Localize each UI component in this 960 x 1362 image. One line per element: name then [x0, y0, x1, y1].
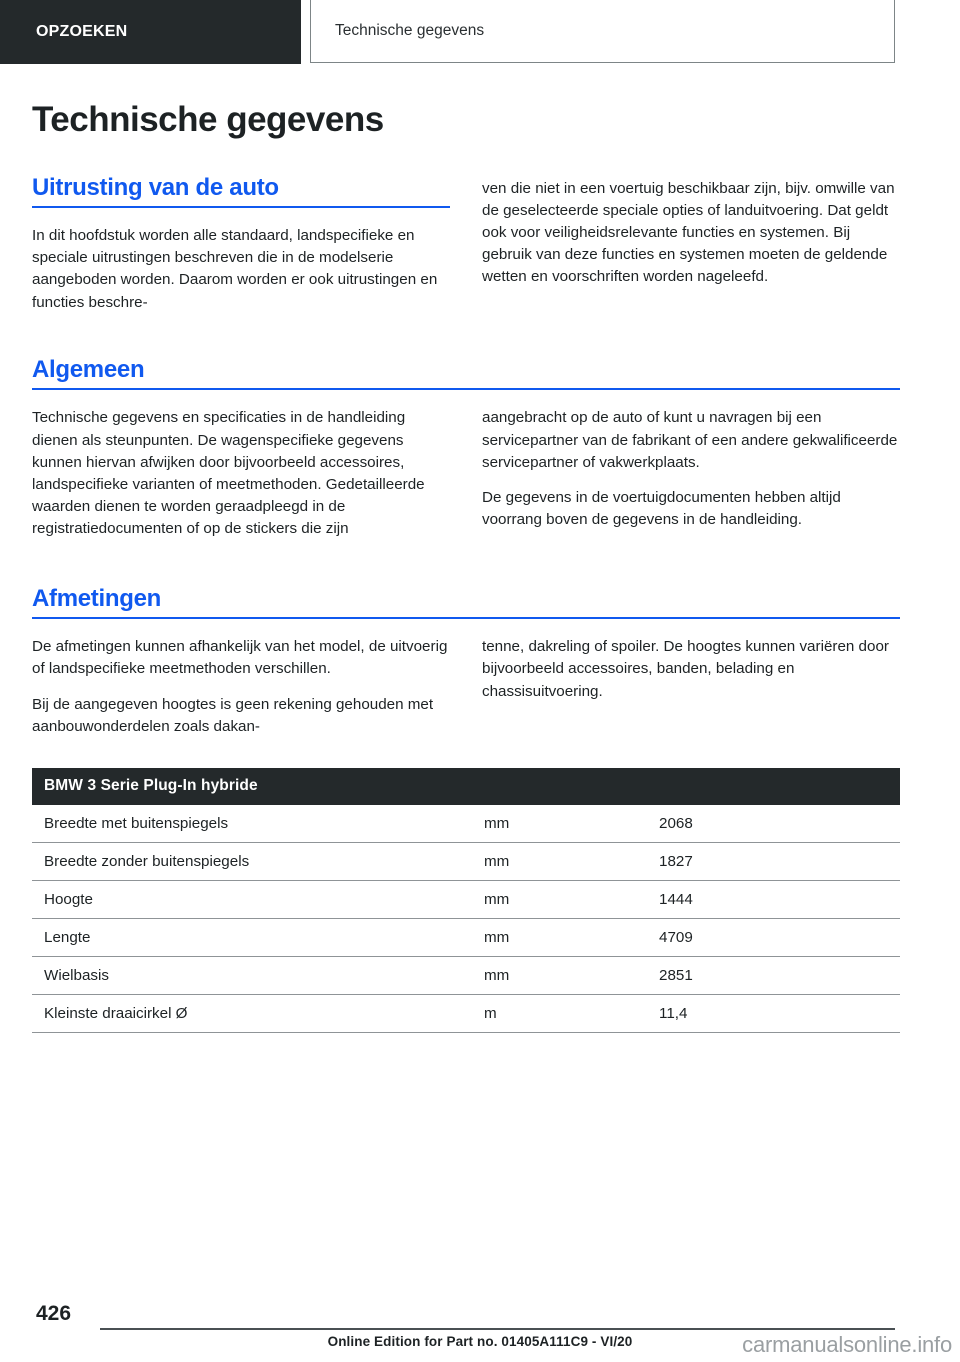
specification-table-head: [32, 768, 900, 805]
table-cell-value: 4709: [659, 918, 900, 956]
table-row: [32, 842, 900, 880]
paragraph: De afmetingen kunnen afhankelijk van het model, de uitvoerig of landspecifieke meetmethoden verschillen.: [32, 638, 448, 678]
table-cell-value: 1827: [659, 842, 900, 880]
footer-divider: [100, 1328, 895, 1330]
paragraph: Bij de aangegeven hoogtes is geen rekening gehouden met aanbouwonderdelen zoals dakan-: [32, 695, 434, 735]
nav-tab-opzoeken[interactable]: [0, 0, 301, 64]
section-algemeen-right-column: [482, 407, 900, 540]
page-footer: [0, 1290, 960, 1362]
table-cell-unit: mm: [484, 842, 659, 880]
table-cell-label: Lengte: [32, 918, 484, 956]
watermark-label: carmanualsonline.info: [742, 1332, 952, 1357]
table-cell-label: Kleinste draaicirkel Ø: [32, 994, 484, 1032]
specification-table-body: [32, 805, 900, 1033]
table-cell-value: 1444: [659, 880, 900, 918]
paragraph: Technische gegevens en specificaties in de handleiding dienen als steunpunten. De wagenspecifieke gegevens kunnen hiervan afwijken door bijvoorbeeld accessoires, landspecifieke varianten of meetmethoden. Gedetailleerde waarden dienen te worden geraadpleegd in de registratiedocumenten of op de stickers die zijn: [32, 409, 425, 538]
table-cell-value: 11,4: [659, 994, 900, 1032]
section-uitrusting-left-body: [32, 225, 450, 314]
table-row: [32, 805, 900, 843]
table-cell-unit: mm: [484, 805, 659, 843]
table-cell-label: Hoogte: [32, 880, 484, 918]
section-uitrusting-right-column: [482, 174, 900, 314]
section-algemeen: [32, 356, 900, 541]
table-row: [32, 880, 900, 918]
page-number: 426: [36, 1302, 72, 1325]
paragraph: In dit hoofdstuk worden alle standaard, landspecifieke en speciale uitrustingen beschreven die in de modelserie aangeboden worden. Daarom worden er ook uitrustingen en functies beschre-: [32, 227, 438, 311]
content-container: [32, 101, 900, 1033]
section-uitrusting-left-column: [32, 174, 450, 314]
nav-tab-opzoeken-label: OPZOEKEN: [36, 23, 128, 40]
paragraph: aangebracht op de auto of kunt u navragen bij een servicepartner van de fabrikant of een andere gekwalificeerde servicepartner of vakwerkplaats.: [482, 409, 898, 471]
table-cell-unit: m: [484, 994, 659, 1032]
table-cell-unit: mm: [484, 956, 659, 994]
table-cell-label: Breedte zonder buitenspiegels: [32, 842, 484, 880]
table-row: [32, 956, 900, 994]
paragraph: De gegevens in de voertuigdocumenten hebben altijd voorrang boven de gegevens in de handleiding.: [482, 489, 841, 529]
table-row: [32, 994, 900, 1032]
table-row: [32, 918, 900, 956]
section-afmetingen: [32, 585, 900, 738]
section-algemeen-columns: [32, 407, 900, 540]
table-cell-value: 2851: [659, 956, 900, 994]
section-uitrusting-rule: [32, 206, 450, 208]
section-afmetingen-heading: Afmetingen: [32, 584, 162, 612]
table-cell-value: 2068: [659, 805, 900, 843]
section-afmetingen-columns: [32, 636, 900, 738]
section-algemeen-left-column: [32, 407, 450, 540]
table-cell-label: Wielbasis: [32, 956, 484, 994]
table-cell-unit: mm: [484, 880, 659, 918]
nav-tab-technische-gegevens-label: Technische gegevens: [335, 22, 485, 39]
section-afmetingen-rule: [32, 617, 900, 619]
section-uitrusting-heading: Uitrusting van de auto: [32, 173, 279, 201]
specification-table-title: BMW 3 Serie Plug-In hybride: [32, 768, 900, 805]
specification-table: [32, 768, 900, 1033]
page-content: [0, 66, 960, 1033]
paragraph: tenne, dakreling of spoiler. De hoogtes kunnen variëren door bijvoorbeeld accessoires, banden, belading en chassisuitvoering.: [482, 638, 889, 700]
table-header-row: [32, 768, 900, 805]
section-algemeen-heading: Algemeen: [32, 355, 145, 383]
footer-edition-note: Online Edition for Part no. 01405A111C9 - VI/20: [327, 1334, 633, 1349]
section-afmetingen-right-column: [482, 636, 900, 738]
table-cell-unit: mm: [484, 918, 659, 956]
top-navigation-bar: [0, 0, 960, 66]
page-title: Technische gegevens: [32, 100, 384, 139]
nav-tab-technische-gegevens[interactable]: [310, 0, 895, 63]
paragraph: ven die niet in een voertuig beschikbaar zijn, bijv. omwille van de geselecteerde speciale opties of landuitvoering. Dat geldt ook voor veiligheidsrelevante functies en systemen. Bij gebruik van deze functies en systemen moeten de geldende wetten en voorschriften worden nageleefd.: [482, 179, 895, 286]
section-uitrusting: [32, 174, 900, 314]
section-algemeen-rule: [32, 388, 900, 390]
section-afmetingen-left-column: [32, 636, 450, 738]
table-cell-label: Breedte met buitenspiegels: [32, 805, 484, 843]
